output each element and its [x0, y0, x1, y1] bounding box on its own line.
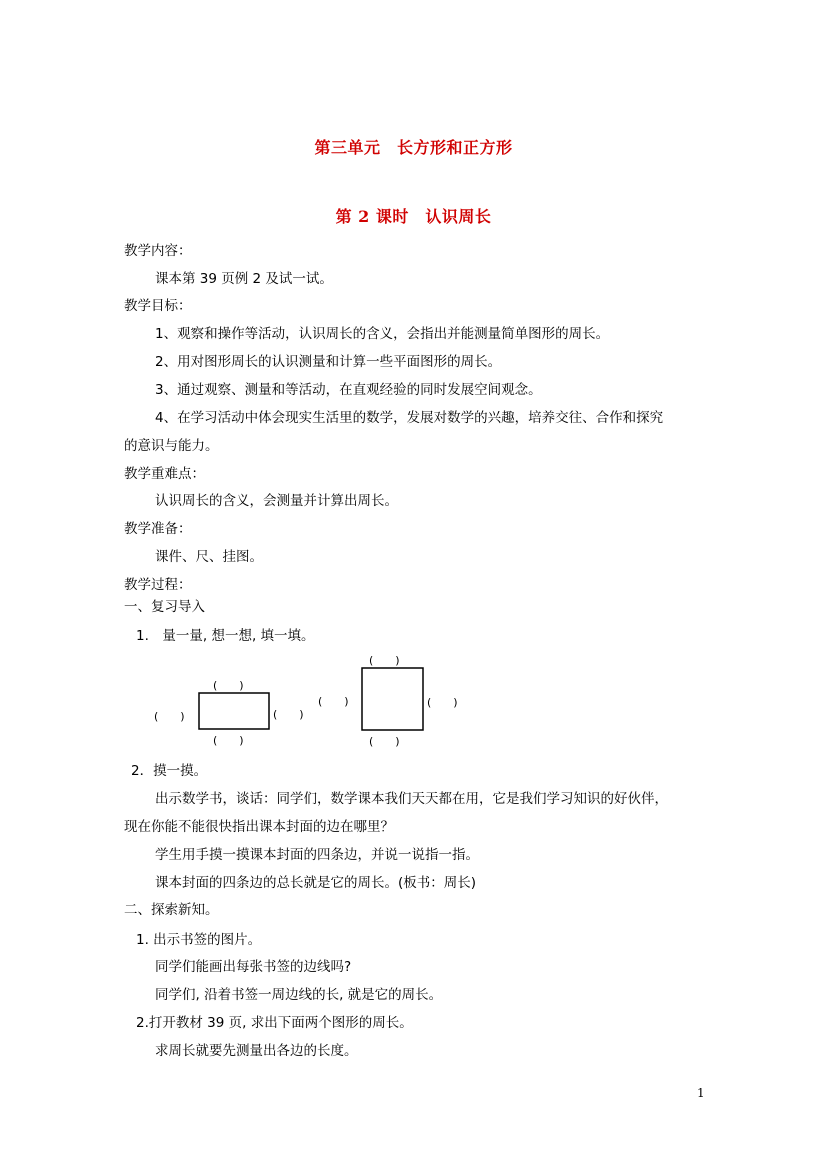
- square-shape: [362, 668, 423, 730]
- paragraph-text: 课本封面的四条边的总长就是它的周长。(板书：周长): [155, 875, 477, 891]
- blank-rect-top: ( ): [213, 679, 244, 692]
- blank-square-right: ( ): [427, 696, 458, 709]
- blank-square-left: ( ): [318, 695, 349, 708]
- key-points-text: 认识周长的含义，会测量并计算出周长。: [155, 493, 398, 509]
- paragraph-text: 同学们能画出每张书签的边线吗?: [155, 959, 352, 975]
- goal-item-continued: 的意识与能力。: [124, 438, 219, 454]
- heading-content: 教学内容：: [124, 243, 192, 259]
- exercise-item: 1. 出示书签的图片。: [136, 932, 262, 948]
- section-review: 一、复习导入: [124, 599, 205, 615]
- unit-title: 第三单元 长方形和正方形: [314, 138, 513, 157]
- goal-item: 4、在学习活动中体会现实生活里的数学，发展对数学的兴趣，培养交往、合作和探究: [155, 410, 664, 426]
- heading-process: 教学过程：: [124, 577, 192, 593]
- exercise-item: 2.打开教材 39 页, 求出下面两个图形的周长。: [136, 1015, 413, 1031]
- blank-rect-bottom: ( ): [213, 734, 244, 747]
- lesson-title: 第 2 课时 认识周长: [335, 207, 492, 226]
- content-text: 课本第 39 页例 2 及试一试。: [155, 271, 333, 287]
- heading-preparation: 教学准备：: [124, 521, 192, 537]
- blank-square-bottom: ( ): [369, 735, 400, 748]
- section-explore: 二、探索新知。: [124, 902, 219, 918]
- paragraph-text: 现在你能不能很快指出课本封面的边在哪里？: [124, 819, 394, 835]
- blank-rect-left: ( ): [154, 710, 185, 723]
- heading-key-points: 教学重难点：: [124, 466, 205, 482]
- heading-goals: 教学目标：: [124, 298, 192, 314]
- paragraph-text: 同学们, 沿着书签一周边线的长, 就是它的周长。: [155, 987, 443, 1003]
- paragraph-text: 出示数学书，谈话：同学们，数学课本我们天天都在用，它是我们学习知识的好伙伴，: [155, 791, 668, 807]
- page-number: 1: [697, 1086, 705, 1100]
- preparation-text: 课件、尺、挂图。: [155, 549, 263, 565]
- rectangle-shape: [199, 693, 269, 729]
- measurement-figure: [150, 650, 480, 750]
- blank-rect-right: ( ): [273, 708, 304, 721]
- goal-item: 3、通过观察、测量和等活动，在直观经验的同时发展空间观念。: [155, 382, 542, 398]
- goal-item: 1、观察和操作等活动，认识周长的含义，会指出并能测量简单图形的周长。: [155, 326, 610, 342]
- goal-item: 2、用对图形周长的认识测量和计算一些平面图形的周长。: [155, 354, 502, 370]
- paragraph-text: 求周长就要先测量出各边的长度。: [155, 1043, 358, 1059]
- exercise-item: 1. 量一量, 想一想, 填一填。: [136, 628, 315, 644]
- blank-square-top: ( ): [369, 654, 400, 667]
- paragraph-text: 学生用手摸一摸课本封面的四条边，并说一说指一指。: [155, 847, 479, 863]
- exercise-item: 2．摸一摸。: [131, 763, 208, 779]
